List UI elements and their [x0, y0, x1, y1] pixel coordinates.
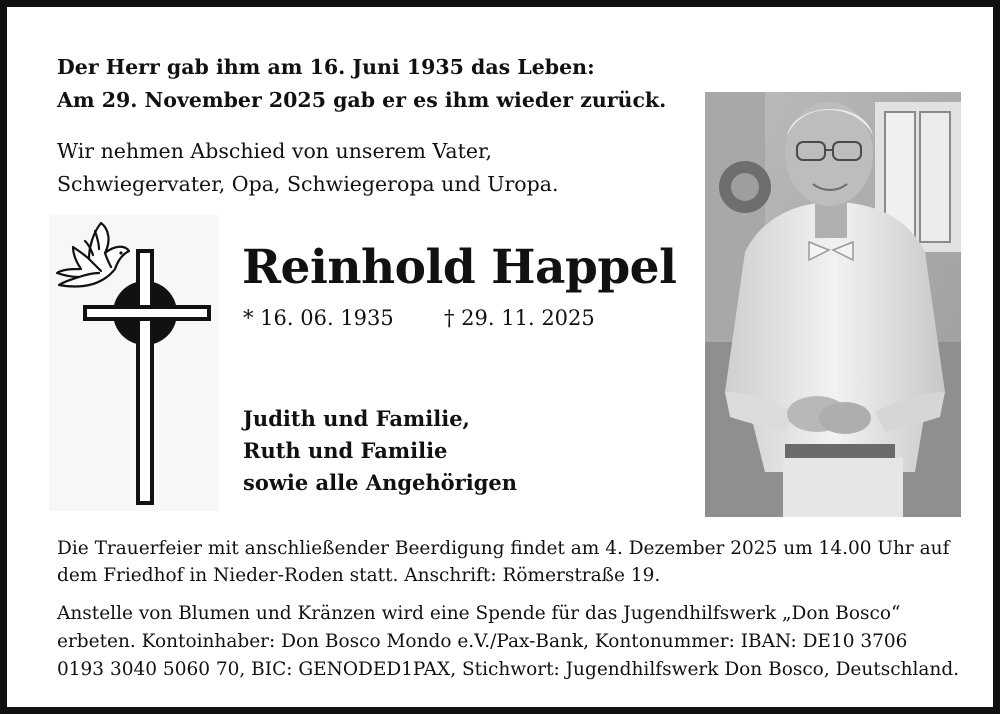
mourner-line-1: Judith und Familie, — [243, 406, 470, 431]
opening-verse-line-1: Der Herr gab ihm am 16. Juni 1935 das Leben: — [57, 55, 595, 79]
farewell-intro-line-1: Wir nehmen Abschied von unserem Vater, — [57, 139, 493, 163]
donation-line-3: 0193 3040 5060 70, BIC: GENODED1PAX, Stichwort: Jugendhilfswerk Don Bosco, Deutschland. — [57, 659, 960, 680]
mourner-line-3: sowie alle Angehörigen — [243, 470, 518, 495]
mourner-line-2: Ruth und Familie — [243, 438, 448, 463]
funeral-service-info — [57, 535, 977, 589]
donation-line-2: erbeten. Kontoinhaber: Don Bosco Mondo e.V./Pax-Bank, Kontonummer: IBAN: DE10 3706 — [57, 631, 908, 652]
donation-info — [57, 600, 977, 684]
donation-line-1: Anstelle von Blumen und Kränzen wird eine Spende für das Jugendhilfswerk „Don Bosco“ — [57, 603, 901, 624]
farewell-intro-line-2: Schwiegervater, Opa, Schwiegeropa und Uropa. — [57, 172, 559, 196]
deceased-name: Reinhold Happel — [242, 240, 677, 295]
funeral-service-line-2: dem Friedhof in Nieder-Roden statt. Anschrift: Römerstraße 19. — [57, 565, 661, 586]
opening-verse — [57, 51, 697, 117]
funeral-service-line-1: Die Trauerfeier mit anschließender Beerdigung findet am 4. Dezember 2025 um 14.00 Uhr auf — [57, 538, 950, 559]
opening-verse-line-2: Am 29. November 2025 gab er es ihm wieder zurück. — [57, 88, 667, 112]
farewell-intro — [57, 135, 697, 201]
portrait-photo — [705, 92, 961, 517]
death-date: † 29. 11. 2025 — [444, 306, 595, 330]
memorial-symbol — [49, 215, 219, 511]
birth-date: * 16. 06. 1935 — [243, 306, 394, 330]
mourners-list — [243, 403, 683, 499]
